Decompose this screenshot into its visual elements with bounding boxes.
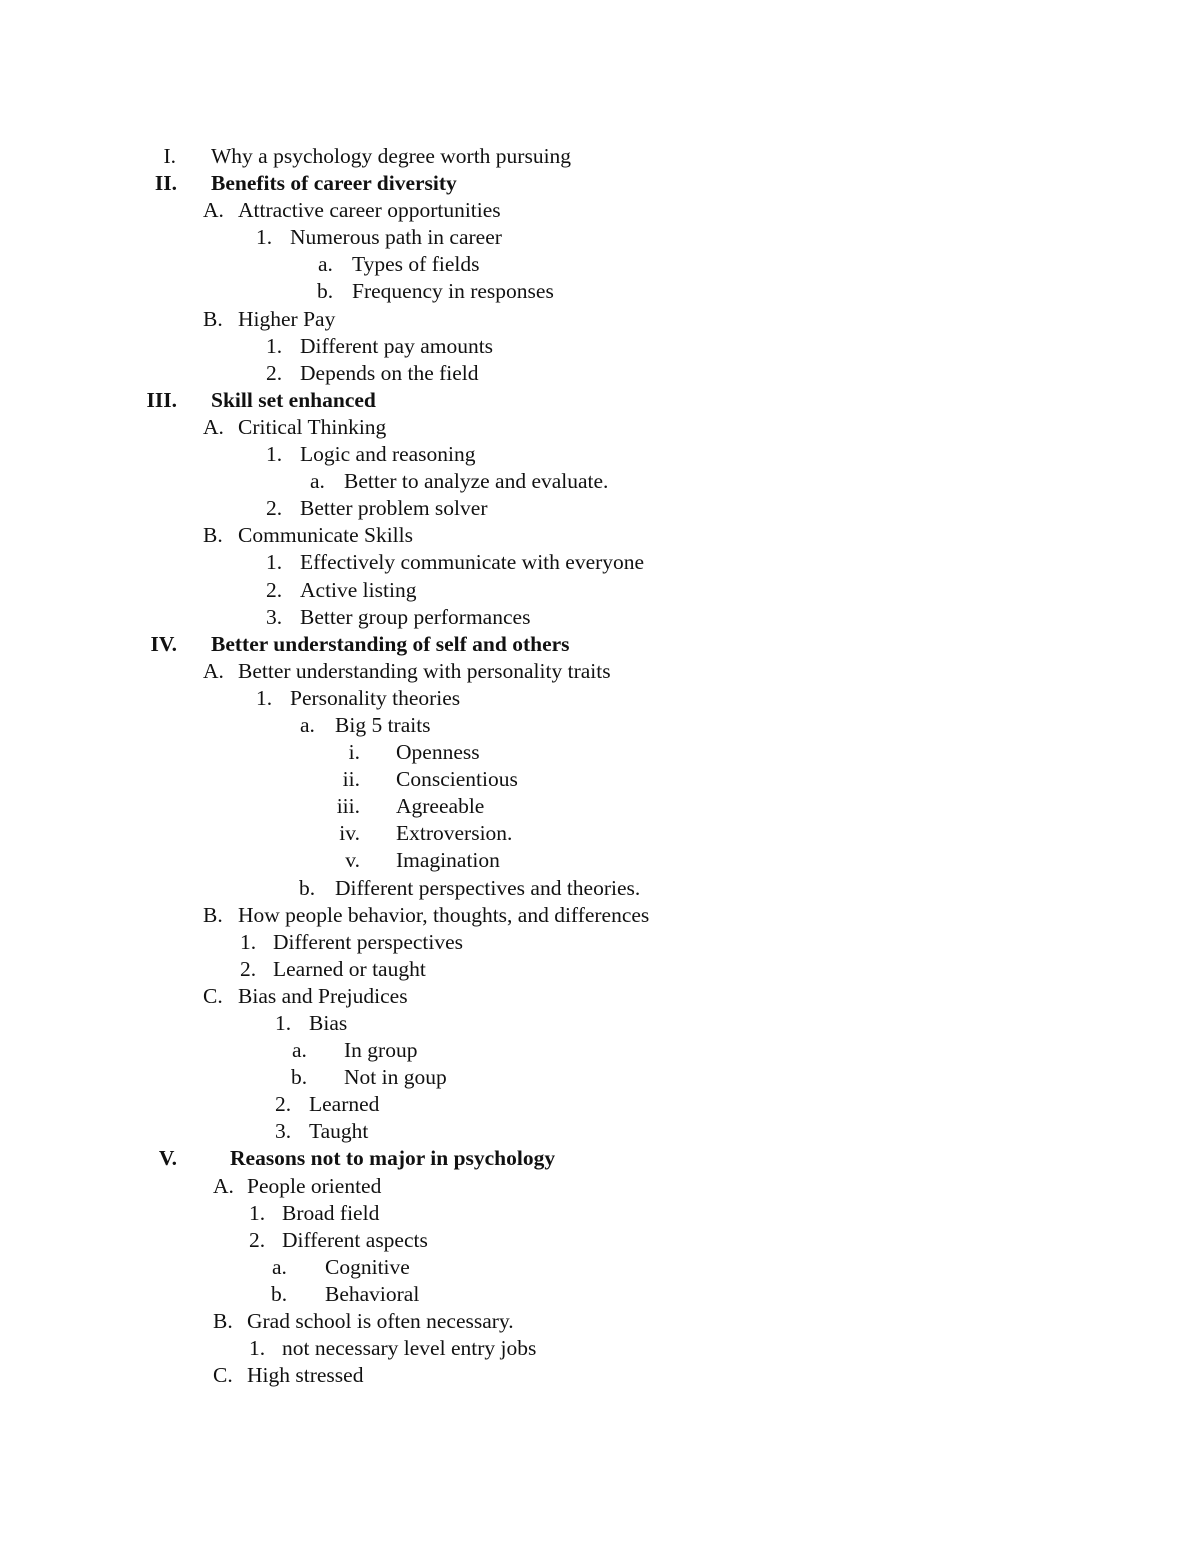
outline-item — [0, 1037, 1200, 1064]
outline-text: Frequency in responses — [352, 279, 554, 304]
outline-marker: B. — [203, 902, 223, 927]
outline-text: Imagination — [396, 848, 500, 873]
outline-text: Depends on the field — [300, 360, 479, 385]
outline-item — [0, 1335, 1200, 1362]
outline-marker: a. — [318, 252, 333, 277]
outline-item — [0, 766, 1200, 793]
outline-text: Numerous path in career — [290, 225, 502, 250]
outline-marker: v. — [345, 848, 360, 873]
outline-text: Different aspects — [282, 1227, 428, 1252]
outline-text: Broad field — [282, 1200, 380, 1225]
outline-item — [0, 631, 1200, 658]
outline-item — [0, 333, 1200, 360]
outline-marker: B. — [203, 306, 223, 331]
outline-text: High stressed — [247, 1363, 364, 1388]
outline-item — [0, 1308, 1200, 1335]
outline-marker: 3. — [266, 604, 283, 629]
document-outline — [0, 143, 1200, 1389]
outline-item — [0, 495, 1200, 522]
section-heading: Skill set enhanced — [211, 387, 376, 412]
outline-item — [0, 929, 1200, 956]
outline-text: Bias and Prejudices — [238, 983, 408, 1008]
outline-item — [0, 604, 1200, 631]
outline-text: Types of fields — [352, 252, 480, 277]
outline-item — [0, 1091, 1200, 1118]
outline-marker: C. — [213, 1363, 233, 1388]
outline-text: Bias — [309, 1011, 348, 1035]
outline-marker: III. — [146, 387, 177, 412]
outline-text: Different pay amounts — [300, 333, 494, 358]
outline-text: Behavioral — [325, 1281, 420, 1306]
outline-text: Communicate Skills — [238, 523, 413, 548]
outline-item — [0, 1145, 1200, 1172]
outline-item — [0, 1010, 1200, 1037]
outline-item — [0, 251, 1200, 278]
outline-marker: ii. — [342, 767, 360, 792]
section-heading: Benefits of career diversity — [211, 171, 457, 196]
section-heading: Better understanding of self and others — [211, 631, 570, 656]
outline-marker: B. — [213, 1309, 233, 1334]
outline-marker: 1. — [256, 685, 273, 710]
outline-text: Effectively communicate with everyone — [300, 550, 645, 575]
outline-item — [0, 712, 1200, 739]
outline-marker: a. — [310, 469, 325, 494]
outline-marker: 2. — [275, 1092, 292, 1117]
outline-item — [0, 902, 1200, 929]
outline-item — [0, 278, 1200, 305]
outline-marker: 2. — [249, 1227, 266, 1252]
outline-marker: 1. — [249, 1200, 266, 1225]
outline-item — [0, 522, 1200, 549]
outline-text: Logic and reasoning — [300, 442, 476, 467]
outline-item — [0, 197, 1200, 224]
outline-text: Grad school is often necessary. — [247, 1309, 514, 1334]
outline-item — [0, 577, 1200, 604]
outline-marker: A. — [203, 658, 224, 683]
outline-marker: a. — [292, 1038, 307, 1063]
outline-text: Attractive career opportunities — [238, 198, 501, 223]
outline-marker: A. — [213, 1173, 234, 1198]
outline-text: Agreeable — [396, 794, 485, 819]
outline-item — [0, 387, 1200, 414]
section-heading: Reasons not to major in psychology — [230, 1146, 556, 1171]
outline-marker: 1. — [275, 1011, 292, 1035]
outline-text: Cognitive — [325, 1254, 410, 1279]
outline-item — [0, 820, 1200, 847]
outline-marker: a. — [300, 712, 315, 737]
outline-text: Better understanding with personality traits — [238, 658, 611, 683]
outline-marker: b. — [299, 875, 316, 900]
outline-marker: iii. — [336, 794, 360, 819]
outline-marker: a. — [272, 1254, 287, 1279]
outline-item — [0, 1118, 1200, 1145]
outline-marker: 1. — [266, 442, 283, 467]
outline-item — [0, 549, 1200, 576]
outline-marker: b. — [317, 279, 334, 304]
outline-text: Learned — [309, 1092, 380, 1117]
outline-marker: 1. — [266, 333, 283, 358]
outline-item — [0, 1200, 1200, 1227]
outline-item — [0, 875, 1200, 902]
outline-text: Better problem solver — [300, 496, 488, 521]
outline-marker: A. — [203, 198, 224, 223]
outline-text: People oriented — [247, 1173, 382, 1198]
outline-text: Personality theories — [290, 685, 461, 710]
outline-marker: IV. — [150, 631, 177, 656]
outline-item — [0, 143, 1200, 170]
outline-text: How people behavior, thoughts, and differences — [238, 902, 650, 927]
outline-marker: 2. — [266, 496, 283, 521]
outline-item — [0, 658, 1200, 685]
outline-item — [0, 414, 1200, 441]
outline-text: Better to analyze and evaluate. — [344, 469, 609, 494]
outline-marker: B. — [203, 523, 223, 548]
outline-item — [0, 224, 1200, 251]
outline-marker: V. — [158, 1146, 177, 1171]
outline-text: Openness — [396, 740, 480, 765]
outline-marker: i. — [348, 740, 360, 765]
outline-item — [0, 1281, 1200, 1308]
outline-marker: 2. — [266, 360, 283, 385]
outline-item — [0, 170, 1200, 197]
outline-marker: 3. — [275, 1119, 292, 1144]
outline-item — [0, 1254, 1200, 1281]
outline-text: Different perspectives and theories. — [335, 875, 641, 900]
outline-marker: 1. — [266, 550, 283, 575]
outline-item — [0, 793, 1200, 820]
outline-marker: b. — [291, 1065, 308, 1090]
outline-item — [0, 685, 1200, 712]
outline-marker: I. — [163, 144, 176, 168]
outline-item — [0, 1064, 1200, 1091]
outline-text: Learned or taught — [273, 956, 426, 981]
outline-text: Not in goup — [344, 1065, 447, 1090]
outline-marker: iv. — [339, 821, 360, 846]
outline-text: Better group performances — [300, 604, 531, 629]
outline-item — [0, 956, 1200, 983]
outline-item — [0, 739, 1200, 766]
outline-marker: 1. — [240, 929, 257, 954]
outline-marker: 1. — [256, 225, 273, 250]
outline-text: Different perspectives — [273, 929, 464, 954]
outline-marker: 1. — [249, 1336, 266, 1361]
outline-item — [0, 1362, 1200, 1389]
outline-item — [0, 1173, 1200, 1200]
outline-text: Big 5 traits — [335, 712, 431, 737]
outline-marker: A. — [203, 414, 224, 439]
outline-item — [0, 306, 1200, 333]
outline-text: Active listing — [300, 577, 417, 602]
outline-marker: 2. — [266, 577, 283, 602]
outline-item — [0, 441, 1200, 468]
outline-text: Extroversion. — [396, 821, 513, 846]
outline-item — [0, 468, 1200, 495]
outline-item — [0, 847, 1200, 874]
outline-item — [0, 983, 1200, 1010]
outline-text: Conscientious — [396, 767, 518, 792]
outline-text: Taught — [309, 1119, 369, 1144]
outline-marker: II. — [154, 171, 177, 196]
outline-marker: b. — [271, 1281, 288, 1306]
outline-text: not necessary level entry jobs — [282, 1336, 537, 1361]
outline-item — [0, 360, 1200, 387]
outline-marker: 2. — [240, 956, 257, 981]
outline-item — [0, 1227, 1200, 1254]
outline-text: In group — [344, 1038, 418, 1063]
outline-text: Higher Pay — [238, 306, 336, 331]
outline-text: Critical Thinking — [238, 414, 387, 439]
outline-marker: C. — [203, 983, 223, 1008]
outline-text: Why a psychology degree worth pursuing — [211, 144, 572, 168]
